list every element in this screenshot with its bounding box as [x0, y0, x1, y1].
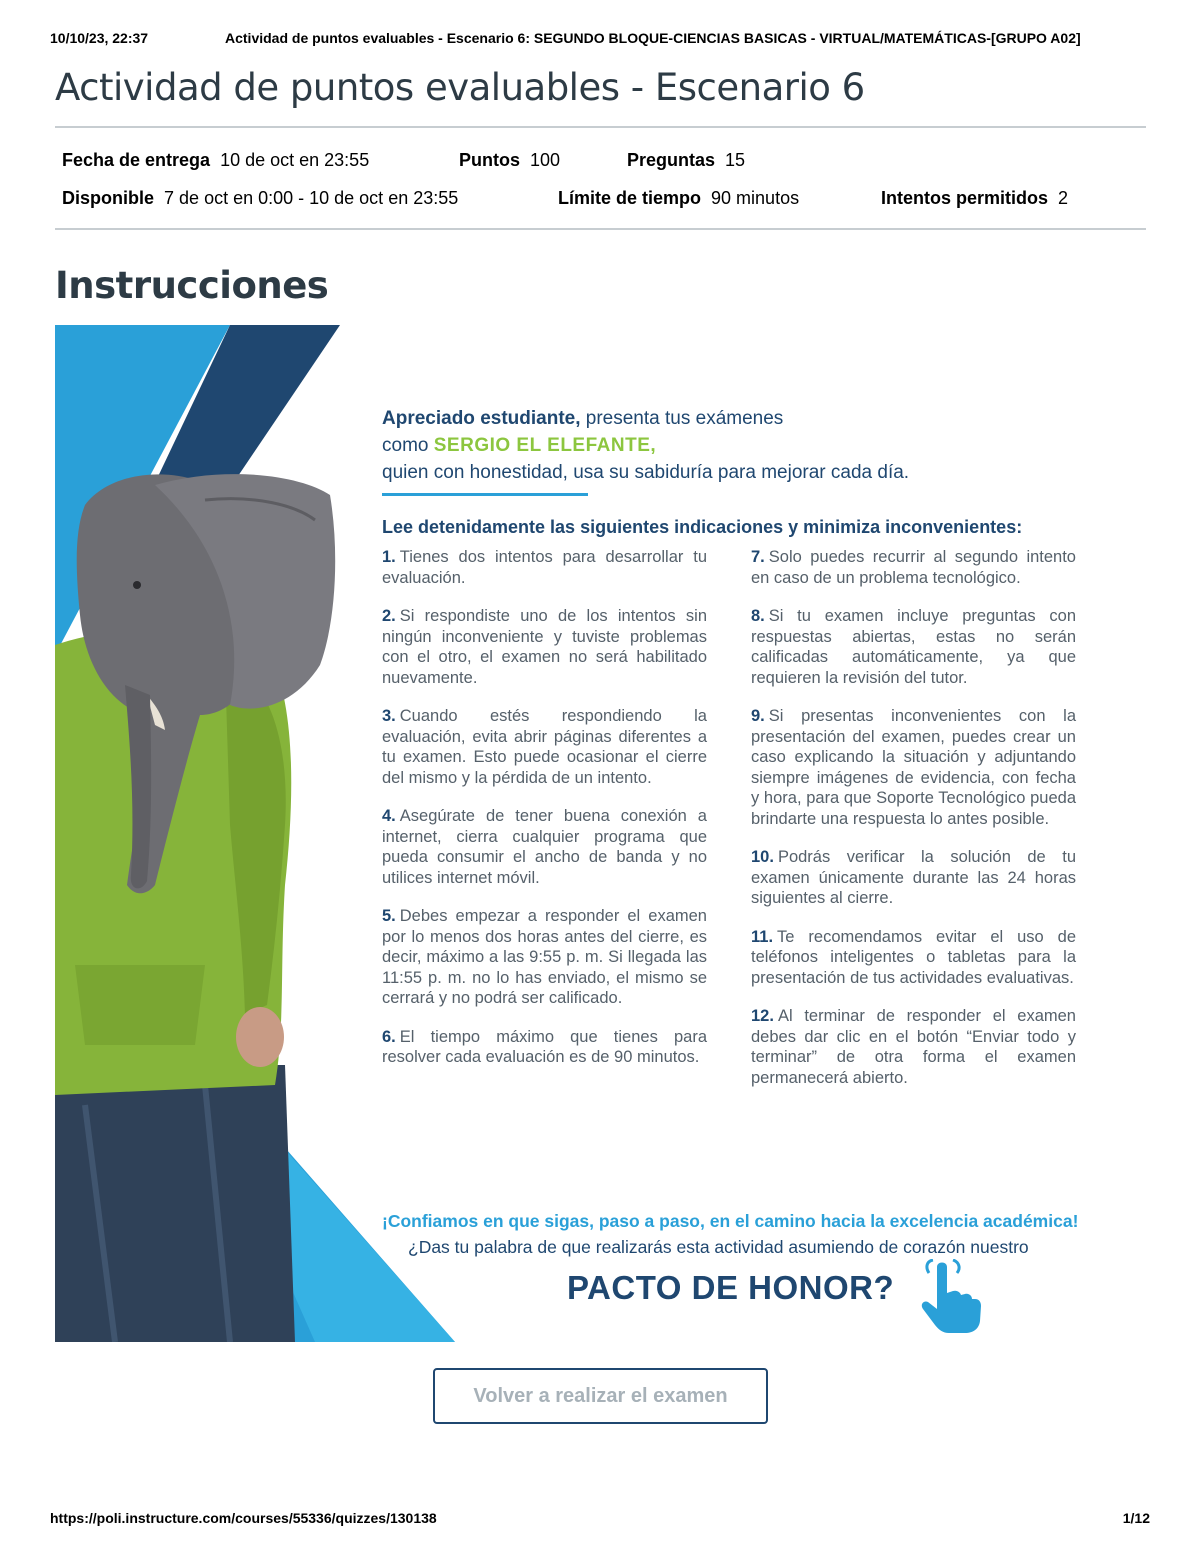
greeting-underline [382, 493, 588, 496]
print-doc-title: Actividad de puntos evaluables - Escenario 6: SEGUNDO BLOQUE-CIENCIAS BASICAS - VIRTUAL/MATEMÁTICAS-[GRUPO A02] [225, 30, 1081, 46]
greeting-highlight: SERGIO EL ELEFANTE, [433, 435, 657, 456]
questions [627, 150, 745, 171]
questions-label: Preguntas [627, 150, 716, 170]
instruction-item: 1. Tienes dos intentos para desarrollar tu evaluación. [382, 548, 707, 587]
instruction-item: 9. Si presentas inconvenientes con la presentación del examen, puedes crear un caso explicando la situación y adjuntando siempre imágenes de evidencia, con fecha y hora, para que Soporte Tecnológico pueda brindarte una respuesta lo antes posible. [751, 707, 1076, 828]
instruction-item: 3. Cuando estés respondiendo la evaluación, evita abrir páginas diferentes a tu examen. Esto puede ocasionar el cierre del mismo y la pérdida de un intento. [382, 707, 707, 787]
due-date-label: Fecha de entrega [62, 150, 211, 170]
banner-ask-line: ¿Das tu palabra de que realizarás esta actividad asumiendo de corazón nuestro [408, 1237, 1029, 1257]
due-date-value: 10 de oct en 23:55 [220, 150, 370, 170]
instructions-banner [55, 325, 1146, 1342]
instruction-item: 12. Al terminar de responder el examen debes dar clic en el botón “Enviar todo y terminar” de otra forma el examen permanecerá abierto. [751, 1007, 1076, 1087]
banner-trust-line: ¡Confiamos en que sigas, paso a paso, en el camino hacia la excelencia académica! [382, 1211, 1079, 1231]
attempts-label: Intentos permitidos [881, 188, 1049, 208]
jeans-icon [55, 1065, 295, 1342]
points [459, 150, 560, 171]
time-limit-value: 90 minutos [711, 188, 800, 208]
points-label: Puntos [459, 150, 520, 170]
retake-quiz-button[interactable]: Volver a realizar el examen [433, 1368, 768, 1424]
elephant-eye-icon [133, 581, 141, 589]
time-limit [558, 188, 799, 209]
points-value: 100 [530, 150, 561, 170]
greeting-line-1b: presenta tus exámenes [580, 408, 784, 429]
page-title: Actividad de puntos evaluables - Escenario 6 [55, 66, 865, 109]
availability-label: Disponible [62, 188, 155, 208]
time-limit-label: Límite de tiempo [558, 188, 702, 208]
instruction-item: 8. Si tu examen incluye preguntas con respuestas abiertas, estas no serán calificadas automáticamente, ya que requieren la revisión del tutor. [751, 607, 1076, 687]
instruction-item: 7. Solo puedes recurrir al segundo intento en caso de un problema tecnológico. [751, 548, 1076, 587]
print-header [50, 30, 1150, 50]
banner-lead: Lee detenidamente las siguientes indicaciones y minimiza inconvenientes: [382, 517, 1023, 537]
instruction-item: 10. Podrás verificar la solución de tu examen únicamente durante las 24 horas siguientes al cierre. [751, 848, 1076, 907]
instruction-item: 2. Si respondiste uno de los intentos sin ningún inconveniente y tuviste problemas con el otro, el examen no será habilitado nuevamente. [382, 607, 707, 687]
availability [62, 188, 458, 209]
attempts-value: 2 [1058, 188, 1069, 208]
due-date [62, 150, 369, 171]
pointing-hand-icon [915, 1259, 985, 1334]
print-page-number: 1/12 [1122, 1510, 1150, 1526]
print-datetime: 10/10/23, 22:37 [50, 30, 149, 46]
instructions-column-left [382, 547, 707, 1086]
questions-value: 15 [725, 150, 746, 170]
instructions-heading: Instrucciones [55, 264, 329, 307]
divider-bottom [55, 228, 1146, 230]
banner-greeting [382, 405, 1082, 486]
instructions-column-right [751, 547, 1076, 1106]
greeting-line-1: Apreciado estudiante, [382, 408, 581, 429]
instruction-item: 5. Debes empezar a responder el examen por lo menos dos horas antes del cierre, es decir, máximo a las 9:55 p. m. Si llegada las 11:55 p. m. no lo has enviado, el mismo se cerrará y no podrá ser calificado. [382, 907, 707, 1007]
instruction-item: 11. Te recomendamos evitar el uso de teléfonos inteligentes o tabletas para la presentación de tus actividades evaluativas. [751, 927, 1076, 987]
hand-icon [236, 1007, 284, 1067]
greeting-line-3: quien con honestidad, usa su sabiduría para mejorar cada día. [382, 462, 910, 483]
instruction-item: 4. Asegúrate de tener buena conexión a internet, cierra cualquier programa que pueda consumir el ancho de banda y no utilices internet móvil. [382, 807, 707, 887]
availability-value: 7 de oct en 0:00 - 10 de oct en 23:55 [164, 188, 459, 208]
attempts-allowed [881, 188, 1068, 209]
instruction-item: 6. El tiempo máximo que tienes para resolver cada evaluación es de 90 minutos. [382, 1027, 707, 1066]
print-url: https://poli.instructure.com/courses/55336/quizzes/130138 [50, 1510, 437, 1526]
banner-honor-pact: PACTO DE HONOR? [567, 1269, 895, 1306]
divider-top [55, 126, 1146, 128]
greeting-line-2: como [382, 435, 434, 456]
